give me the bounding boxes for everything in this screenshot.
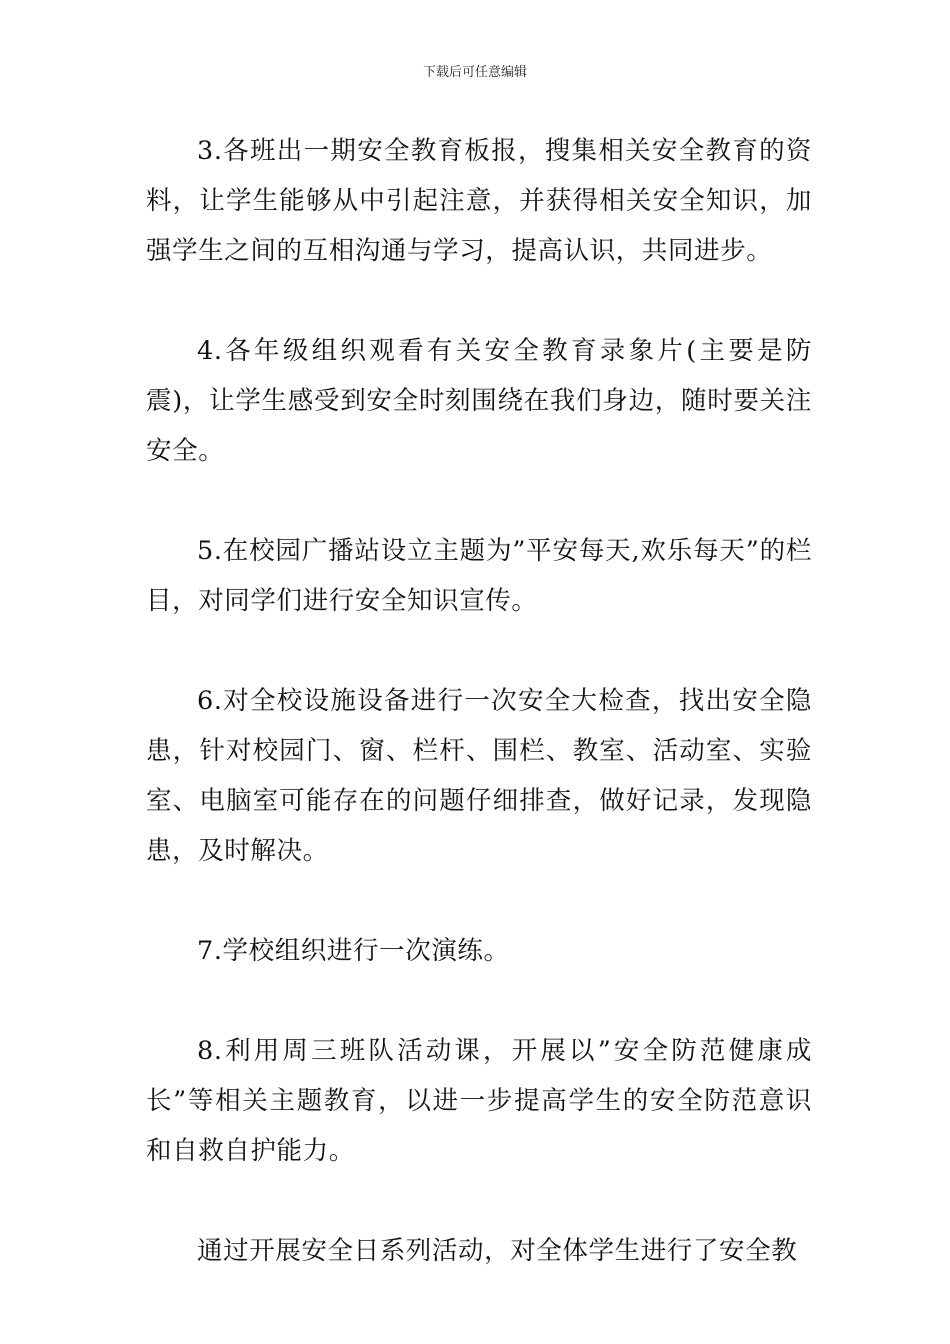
paragraph-summary: 通过开展安全日系列活动，对全体学生进行了安全教 <box>197 1236 798 1266</box>
paragraph-item-8: 8.利用周三班队活动课，开展以”安全防范健康成长”等相关主题教育，以进一步提高学生的安全防范意识和自救自护能力。 <box>146 1036 812 1166</box>
paragraph-item-7: 7.学校组织进行一次演练。 <box>197 936 510 966</box>
paragraph-item-4: 4.各年级组织观看有关安全教育录象片(主要是防震)，让学生感受到安全时刻围绕在我们身边，随时要关注安全。 <box>146 336 812 466</box>
document-body <box>146 126 812 1276</box>
paragraph-item-5: 5.在校园广播站设立主题为”平安每天,欢乐每天”的栏目，对同学们进行安全知识宣传。 <box>146 536 812 616</box>
paragraph-item-3: 3.各班出一期安全教育板报，搜集相关安全教育的资料，让学生能够从中引起注意，并获得相关安全知识，加强学生之间的互相沟通与学习，提高认识，共同进步。 <box>146 136 812 266</box>
page-header-note: 下载后可任意编辑 <box>422 65 527 80</box>
paragraph-item-6: 6.对全校设施设备进行一次安全大检查，找出安全隐患，针对校园门、窗、栏杆、围栏、教室、活动室、实验室、电脑室可能存在的问题仔细排查，做好记录，发现隐患，及时解决。 <box>146 686 812 866</box>
